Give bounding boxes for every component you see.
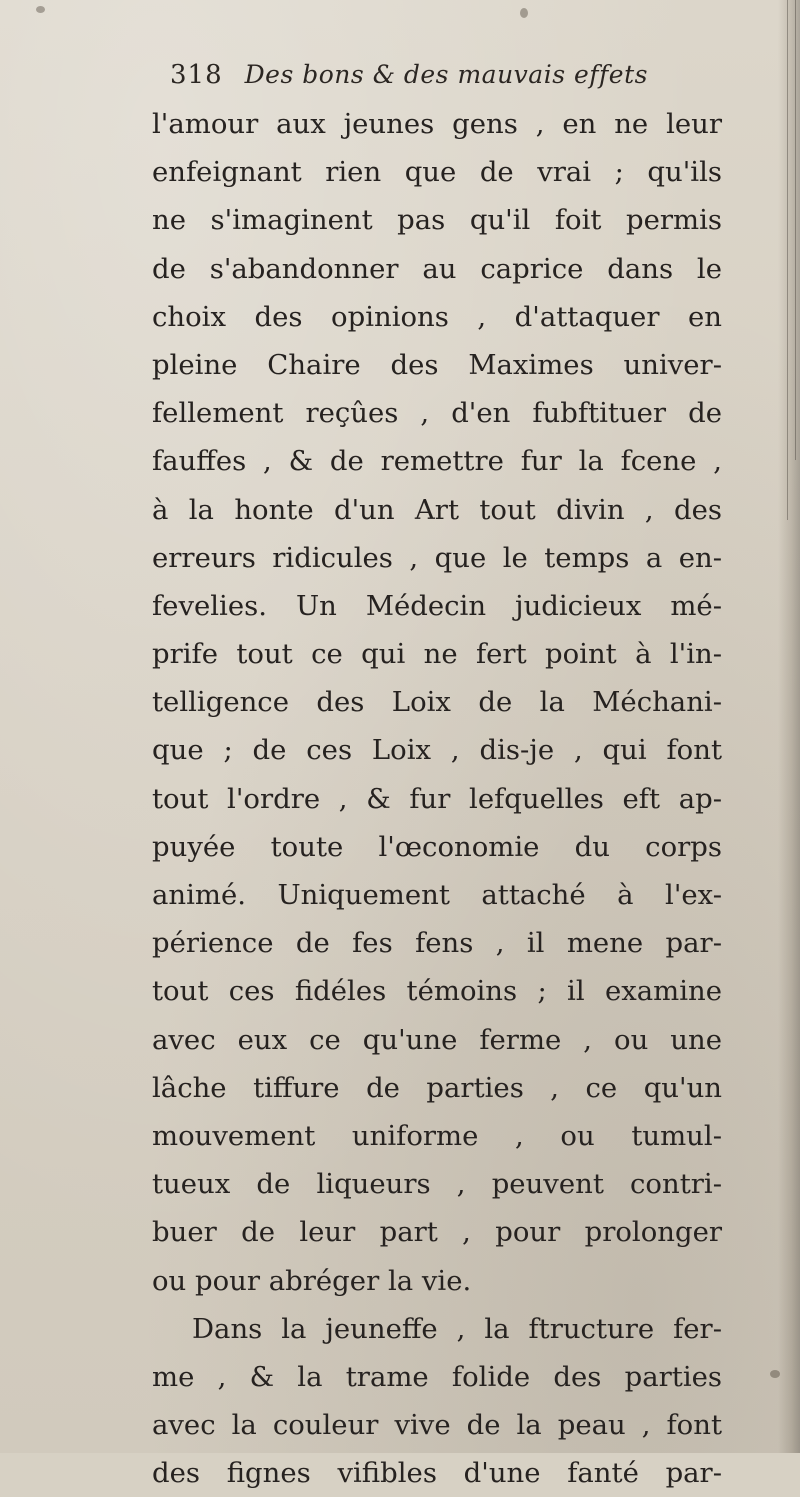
- text-line: l'amour aux jeunes gens , en ne leur: [152, 108, 722, 140]
- text-line: tout l'ordre , & fur lefquelles eft ap-: [152, 782, 722, 815]
- page-edge-line: [787, 0, 788, 520]
- ink-speck: [520, 8, 528, 18]
- page-edge-line: [795, 0, 796, 460]
- text-line: animé. Uniquement attaché à l'ex-: [152, 879, 722, 911]
- text-line: fellement reçûes , d'en fubftituer de: [152, 397, 722, 430]
- text-line: avec eux ce qu'une ferme , ou une: [152, 1023, 722, 1056]
- body-text: [152, 100, 722, 1497]
- text-line: fevelies. Un Médecin judicieux mé-: [152, 589, 722, 622]
- text-line: enfeignant rien que de vrai ; qu'ils: [152, 156, 722, 189]
- text-line: fauffes , & de remettre fur la fcene ,: [152, 445, 722, 478]
- page-number: 318: [170, 60, 223, 90]
- text-line: des fignes vifibles d'une fanté par-: [152, 1457, 722, 1490]
- ink-speck: [770, 1370, 780, 1378]
- text-line: pleine Chaire des Maximes univer-: [152, 348, 722, 381]
- text-line: buer de leur part , pour prolonger: [152, 1216, 722, 1249]
- text-line: ou pour abréger la vie.: [152, 1264, 472, 1297]
- text-line: ne s'imaginent pas qu'il foit permis: [152, 204, 722, 237]
- text-line: avec la couleur vive de la peau , font: [152, 1409, 722, 1442]
- ink-speck: [36, 6, 45, 13]
- text-line: puyée toute l'œconomie du corps: [152, 830, 722, 863]
- text-line: Dans la jeuneffe , la ftructure fer-: [192, 1312, 722, 1345]
- text-line: périence de fes fens , il mene par-: [152, 927, 722, 960]
- text-line: prife tout ce qui ne fert point à l'in-: [152, 638, 722, 671]
- text-line: de s'abandonner au caprice dans le: [152, 252, 722, 285]
- text-line: à la honte d'un Art tout divin , des: [152, 493, 722, 526]
- text-line: tout ces fidéles témoins ; il examine: [152, 975, 722, 1008]
- text-line: que ; de ces Loix , dis-je , qui font: [152, 734, 722, 767]
- running-title: Des bons & des mauvais effets: [244, 60, 648, 89]
- text-line: me , & la trame folide des parties: [152, 1360, 722, 1393]
- text-line: lâche tiffure de parties , ce qu'un: [152, 1071, 722, 1104]
- text-line: choix des opinions , d'attaquer en: [152, 300, 722, 333]
- text-line: erreurs ridicules , que le temps a en-: [152, 541, 722, 574]
- page-edge-shadow: [778, 0, 800, 1453]
- running-head: [170, 60, 648, 100]
- text-line: telligence des Loix de la Méchani-: [152, 686, 722, 719]
- text-line: mouvement uniforme , ou tumul-: [152, 1119, 722, 1152]
- text-line: tueux de liqueurs , peuvent contri-: [152, 1168, 722, 1201]
